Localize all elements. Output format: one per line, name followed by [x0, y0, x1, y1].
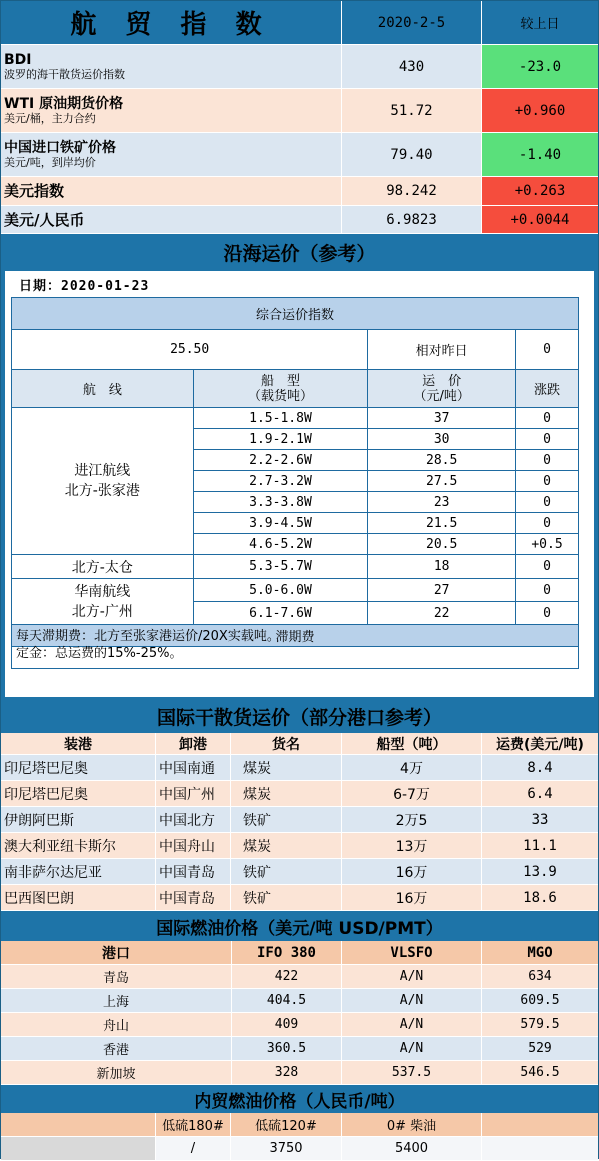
- dry-bulk-row: [1, 885, 598, 911]
- index-change: +0.0044: [482, 206, 598, 233]
- header-row: [1, 1, 598, 45]
- index-sub: 波罗的海干散货运价指数: [4, 68, 125, 81]
- col-port: 港口: [1, 941, 232, 964]
- index-name: 中国进口铁矿价格: [4, 140, 116, 156]
- domestic-col-blank: [1, 1113, 156, 1136]
- freight: 11.1: [523, 837, 557, 854]
- vlsfo-price: A/N: [342, 989, 482, 1012]
- dry-bulk-section: [1, 699, 598, 1161]
- fuel-row: [1, 1061, 598, 1085]
- discharge-port: 中国青岛: [156, 859, 231, 884]
- ship-size: 3.9-4.5W: [193, 513, 368, 534]
- col-lsfo180: 低硫180#: [156, 1113, 231, 1136]
- load-port: 澳大利亚纽卡斯尔: [1, 833, 156, 858]
- fuel-row: [1, 1013, 598, 1037]
- ship-size: 2.7-3.2W: [193, 471, 368, 492]
- cargo: 铁矿: [231, 859, 342, 884]
- index-value: 98.242: [342, 177, 482, 205]
- route-taicang: 北方-太仓: [12, 555, 194, 579]
- freight: 6.4: [527, 785, 553, 802]
- index-sub: 美元/吨，到岸均价: [4, 156, 96, 169]
- coastal-panel-inner: [5, 271, 594, 697]
- rate-change: 0: [516, 408, 579, 429]
- rate-change: 0: [516, 492, 579, 513]
- rate-change: 0: [516, 602, 579, 625]
- composite-title-row: [12, 298, 579, 330]
- col-diesel: 0# 柴油: [342, 1113, 482, 1136]
- fuel-header-row: [1, 941, 598, 965]
- fuel-port: 舟山: [1, 1013, 232, 1036]
- load-port: 印尼塔巴尼奥: [1, 781, 156, 806]
- fuel-port: 香港: [1, 1037, 232, 1060]
- col-cargo: 货名: [231, 733, 342, 754]
- col-change: 涨跌: [516, 370, 579, 408]
- index-value: 6.9823: [342, 206, 482, 233]
- rate: 27: [368, 579, 516, 602]
- vlsfo-price: 537.5: [342, 1061, 482, 1084]
- col-ship-label: 船 型: [260, 373, 300, 389]
- rate: 30: [368, 429, 516, 450]
- rate: 23: [368, 492, 516, 513]
- fuel-port: 青岛: [1, 965, 232, 988]
- index-name-cell: [1, 133, 342, 176]
- mgo-price: 546.5: [520, 1065, 560, 1080]
- coastal-section-title: 沿海运价（参考）: [1, 234, 598, 270]
- discharge-port: 中国青岛: [156, 885, 231, 910]
- ship-size: 1.9-2.1W: [193, 429, 368, 450]
- rate: 22: [368, 602, 516, 625]
- col-ship-sub: （载货吨）: [247, 388, 313, 404]
- vessel-size: 16万: [342, 885, 482, 910]
- coastal-date: 日期：2020-01-23: [19, 279, 150, 294]
- domestic-fuel-row: [1, 1137, 598, 1161]
- coastal-row: [12, 579, 579, 602]
- route-label: 进江航线: [74, 463, 131, 479]
- route-label: 北方-张家港: [64, 483, 140, 499]
- load-port: 巴西图巴朗: [1, 885, 156, 910]
- sheet-title: 航 贸 指 数: [1, 1, 342, 44]
- index-name: 美元指数: [4, 182, 65, 200]
- dry-bulk-row: [1, 833, 598, 859]
- ifo380-price: 422: [232, 965, 342, 988]
- discharge-port: 中国北方: [156, 807, 231, 832]
- domestic-blank-cell: [1, 1137, 156, 1160]
- ifo380-price: 409: [232, 1013, 342, 1036]
- freight: 13.9: [523, 863, 557, 880]
- index-name-cell: [1, 89, 342, 132]
- index-name: WTI 原油期货价格: [4, 96, 124, 112]
- index-name: 美元/人民币: [4, 210, 85, 229]
- discharge-port: 中国广州: [156, 781, 231, 806]
- vessel-size: 16万: [342, 859, 482, 884]
- route-guangzhou: [12, 579, 194, 625]
- fuel-port: 新加坡: [1, 1061, 232, 1084]
- ship-size: 2.2-2.6W: [193, 450, 368, 471]
- mgo-price: 634: [528, 969, 552, 984]
- freight: 18.6: [523, 889, 557, 906]
- index-value: 51.72: [342, 89, 482, 132]
- col-vlsfo: VLSFO: [342, 941, 482, 964]
- index-change: +0.960: [482, 89, 598, 132]
- cargo: 铁矿: [231, 807, 342, 832]
- index-name: BDI: [4, 52, 32, 68]
- ship-size: 3.3-3.8W: [193, 492, 368, 513]
- index-row-dxy: [1, 177, 598, 206]
- note-deposit: 定金：总运费的15%-25%。: [16, 646, 183, 661]
- domestic-fuel-header-row: [1, 1113, 598, 1137]
- dry-bulk-row: [1, 781, 598, 807]
- rate-change: 0: [516, 429, 579, 450]
- dry-bulk-row: [1, 755, 598, 781]
- rate: 18: [368, 555, 516, 579]
- dry-bulk-row: [1, 859, 598, 885]
- rate: 27.5: [368, 471, 516, 492]
- vs-yesterday-value: 0: [516, 330, 579, 370]
- demurrage-title: 滞期费: [12, 625, 579, 647]
- coastal-notes: [11, 623, 579, 669]
- vessel-size: 2万5: [342, 807, 482, 832]
- col-rate-sub: （元/吨）: [413, 388, 470, 404]
- col-lsfo120: 低硫120#: [231, 1113, 342, 1136]
- cargo: 煤炭: [231, 781, 342, 806]
- col-rate: [368, 370, 516, 408]
- index-row-bdi: [1, 45, 598, 89]
- rate-change: +0.5: [516, 534, 579, 555]
- vessel-size: 6-7万: [342, 781, 482, 806]
- col-load-port: 装港: [1, 733, 156, 754]
- vlsfo-price: A/N: [342, 1013, 482, 1036]
- ifo380-price: 360.5: [232, 1037, 342, 1060]
- coastal-panel: [1, 269, 598, 699]
- index-row-iron-ore: [1, 133, 598, 177]
- vessel-size: 13万: [342, 833, 482, 858]
- index-name-cell: [1, 206, 342, 233]
- fuel-row: [1, 965, 598, 989]
- index-change: -23.0: [482, 45, 598, 88]
- fuel-row: [1, 1037, 598, 1061]
- freight: 8.4: [527, 759, 553, 776]
- fuel-title: 国际燃油价格（美元/吨 USD/PMT）: [1, 911, 598, 941]
- header-date: 2020-2-5: [342, 1, 482, 44]
- fuel-port: 上海: [1, 989, 232, 1012]
- domestic-fuel-title: 内贸燃油价格（人民币/吨）: [1, 1085, 598, 1113]
- discharge-port: 中国舟山: [156, 833, 231, 858]
- rate-change: 0: [516, 513, 579, 534]
- dry-bulk-title: 国际干散货运价（部分港口参考）: [1, 699, 598, 733]
- index-sub: 美元/桶，主力合约: [4, 112, 96, 125]
- col-freight: 运费(美元/吨): [496, 736, 584, 753]
- ship-size: 6.1-7.6W: [193, 602, 368, 625]
- route-label: 北方-广州: [71, 603, 133, 620]
- index-name-cell: [1, 177, 342, 205]
- vlsfo-price: A/N: [342, 1037, 482, 1060]
- mgo-price: 579.5: [520, 1017, 560, 1032]
- index-row-wti: [1, 89, 598, 133]
- fuel-row: [1, 989, 598, 1013]
- col-vessel-size: 船型（吨）: [342, 733, 482, 754]
- coastal-header-row: [12, 370, 579, 408]
- cargo: 煤炭: [231, 755, 342, 780]
- rate: 21.5: [368, 513, 516, 534]
- route-label: 华南航线: [74, 583, 131, 600]
- load-port: 伊朗阿巴斯: [1, 807, 156, 832]
- lsfo180-price: /: [156, 1137, 231, 1160]
- index-change: -1.40: [482, 133, 598, 176]
- coastal-row: [12, 555, 579, 579]
- composite-value-row: [12, 330, 579, 370]
- cargo: 铁矿: [231, 885, 342, 910]
- freight: 33: [531, 811, 549, 828]
- col-route: 航 线: [12, 370, 194, 408]
- rate-change: 0: [516, 471, 579, 492]
- ship-size: 5.3-5.7W: [193, 555, 368, 579]
- index-value: 79.40: [342, 133, 482, 176]
- load-port: 南非萨尔达尼亚: [1, 859, 156, 884]
- dry-bulk-header-row: [1, 733, 598, 755]
- ship-size: 5.0-6.0W: [193, 579, 368, 602]
- vessel-size: 4万: [342, 755, 482, 780]
- diesel-price: 5400: [342, 1137, 482, 1160]
- rate: 20.5: [368, 534, 516, 555]
- domestic-blank-cell-2: [482, 1137, 598, 1160]
- index-value: 430: [342, 45, 482, 88]
- index-change: +0.263: [482, 177, 598, 205]
- index-row-usdcny: [1, 206, 598, 234]
- col-rate-label: 运 价: [422, 373, 462, 389]
- composite-title: 综合运价指数: [12, 298, 579, 330]
- rate-change: 0: [516, 579, 579, 602]
- ship-size: 4.6-5.2W: [193, 534, 368, 555]
- discharge-port: 中国南通: [156, 755, 231, 780]
- cargo: 煤炭: [231, 833, 342, 858]
- domestic-col-blank-2: [482, 1113, 598, 1136]
- col-ifo380: IFO 380: [232, 941, 342, 964]
- note-demurrage: 每天滞期费：北方至张家港运价/20X实载吨。: [16, 629, 280, 644]
- load-port: 印尼塔巴尼奥: [1, 755, 156, 780]
- route-zhangjiagang: [12, 408, 194, 555]
- col-discharge-port: 卸港: [156, 733, 231, 754]
- mgo-price: 609.5: [520, 993, 560, 1008]
- dry-bulk-row: [1, 807, 598, 833]
- ship-size: 1.5-1.8W: [193, 408, 368, 429]
- header-change-label: 较上日: [520, 17, 560, 32]
- col-mgo: MGO: [527, 944, 553, 961]
- vs-yesterday-label: 相对昨日: [368, 330, 516, 370]
- mgo-price: 529: [528, 1041, 552, 1056]
- col-ship: [193, 370, 368, 408]
- ifo380-price: 404.5: [232, 989, 342, 1012]
- vlsfo-price: A/N: [342, 965, 482, 988]
- rate: 37: [368, 408, 516, 429]
- lsfo120-price: 3750: [231, 1137, 342, 1160]
- coastal-row: [12, 408, 579, 429]
- composite-value: 25.50: [12, 330, 368, 370]
- ifo380-price: 328: [232, 1061, 342, 1084]
- coastal-rate-table: [11, 297, 579, 647]
- rate: 28.5: [368, 450, 516, 471]
- rate-change: 0: [516, 450, 579, 471]
- index-name-cell: [1, 45, 342, 88]
- rate-change: 0: [516, 555, 579, 579]
